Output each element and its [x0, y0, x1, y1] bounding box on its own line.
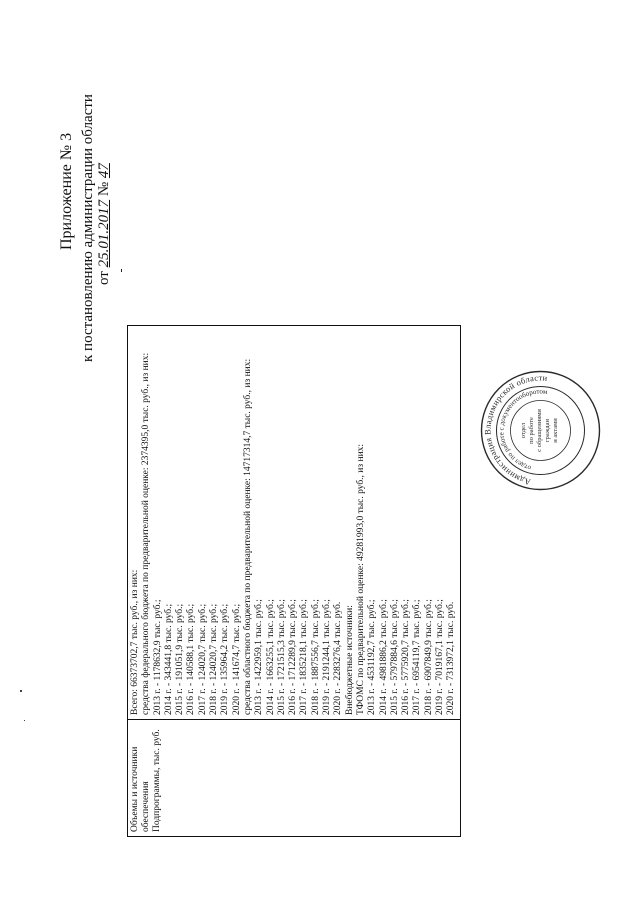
content-line: 2015 г. - 191051,9 тыс. руб.; — [175, 603, 186, 715]
content-line: 2016 г. - 5775920,7 тыс. руб.; — [401, 599, 412, 715]
official-stamp — [479, 369, 602, 492]
stamp-inner-line: отдел — [520, 422, 527, 439]
resolution-date: 25.01.2017 — [96, 199, 112, 268]
table-content-cell — [128, 326, 461, 720]
appendix-date-line — [96, 163, 113, 285]
stamp-inner-line: и актами — [552, 418, 559, 443]
content-line: 2015 г. - 1721515,3 тыс. руб.; — [276, 599, 287, 715]
content-line: 2019 г. - 135964,2 тыс. руб.; — [220, 603, 231, 715]
content-line: 2019 г. - 2191244,1 тыс. руб.; — [322, 599, 333, 715]
content-line: Внебюджетные источники: — [344, 605, 355, 715]
content-line: 2019 г. - 7019167,1 тыс. руб.; — [435, 599, 446, 715]
content-line: 2014 г. - 1663255,1 тыс. руб.; — [265, 599, 276, 715]
stamp-inner-line: с обращениями — [536, 409, 543, 452]
table-label-cell — [128, 720, 461, 837]
label-line: Подпрограммы, тыс. руб. — [152, 729, 162, 832]
content-line: 2016 г. - 140588,1 тыс. руб.; — [186, 603, 197, 715]
funding-table — [127, 325, 461, 837]
scan-speck — [24, 720, 25, 721]
label-line: Объемы и источники — [130, 746, 140, 832]
content-line: 2018 г. - 6907849,9 тыс. руб.; — [423, 599, 434, 715]
content-line: 2020 г. - 141674,7 тыс. руб.; — [231, 603, 242, 715]
content-line: 2014 г. - 4981886,2 тыс. руб.; — [378, 599, 389, 715]
content-line: 2017 г. - 6954119,7 тыс. руб.; — [412, 599, 423, 715]
resolution-number: 47 — [96, 163, 112, 179]
number-prefix: № — [96, 181, 112, 197]
stamp-ring-text: отдел по работе с документооборотом — [497, 387, 548, 473]
content-line: 2020 г. - 7313972,1 тыс. руб. — [446, 601, 457, 715]
content-line: 2014 г. - 343441,8 тыс. руб.; — [163, 603, 174, 715]
content-line: 2016 г. - 1712289,9 тыс. руб.; — [288, 599, 299, 715]
content-line: 2013 г. - 1422959,1 тыс. руб.; — [254, 599, 265, 715]
content-line: Всего: 66373702,7 тыс. руб., из них: — [130, 569, 140, 715]
content-line: 2013 г. - 4531192,7 тыс. руб.; — [367, 599, 378, 715]
content-line: 2020 г. - 2283276,4 тыс. руб. — [333, 601, 344, 715]
content-line: 2017 г. - 124020,7 тыс. руб.; — [197, 603, 208, 715]
content-line: ТФОМС по предварительной оценке: 49281993,0 тыс. руб., из них: — [355, 443, 366, 715]
mark-dash — [121, 269, 122, 272]
content-line: 2013 г. - 1178632,9 тыс. руб.; — [152, 599, 163, 715]
stamp-inner-line: по работе — [528, 417, 535, 444]
content-line: 2017 г. - 1835218,1 тыс. руб.; — [299, 599, 310, 715]
content-line: средства федерального бюджета по предварительной оценке: 2374395,0 тыс. руб., из них: — [141, 352, 152, 715]
appendix-title: Приложение № 3 — [58, 132, 75, 250]
date-prefix: от — [96, 271, 112, 285]
stamp-outer-text: Администрация Владимирской области — [482, 372, 548, 488]
scan-speck — [20, 690, 22, 692]
label-line: обеспечения — [141, 781, 151, 832]
content-line: 2018 г. - 124020,7 тыс. руб.; — [209, 603, 220, 715]
content-line: 2015 г. - 5797884,6 тыс. руб.; — [389, 599, 400, 715]
appendix-resolution-line: к постановлению администрации области — [80, 94, 96, 362]
content-line: 2018 г. - 1887556,7 тыс. руб.; — [310, 599, 321, 715]
content-line: средства областного бюджета по предварительной оценке: 14717314,7 тыс. руб., из них: — [242, 358, 253, 715]
stamp-inner-line: граждан — [544, 419, 551, 442]
